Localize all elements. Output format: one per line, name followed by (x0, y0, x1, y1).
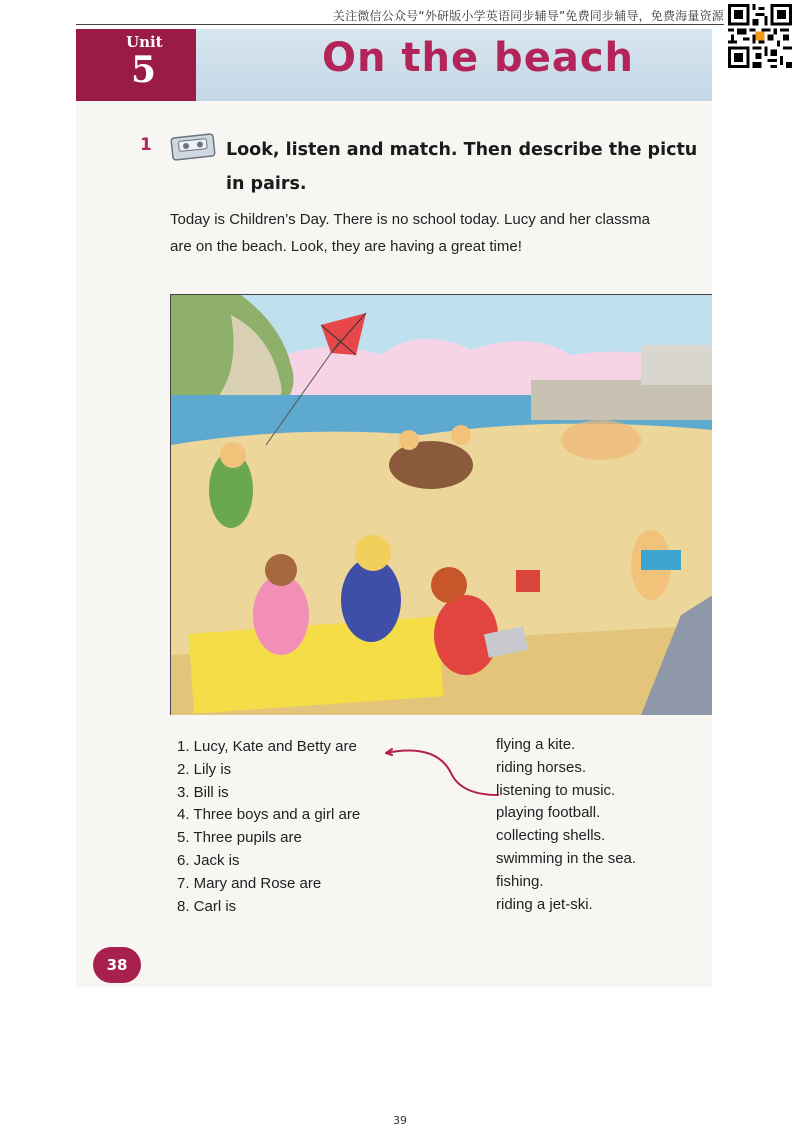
subject-item: 5. Three pupils are (177, 829, 302, 847)
beach-illustration (170, 294, 712, 715)
unit-number: 5 (131, 49, 157, 91)
top-header (0, 0, 800, 24)
unit-box (76, 29, 196, 101)
header-notice: 关注微信公众号“外研版小学英语同步辅导”免费同步辅导，免费海量资源 (332, 9, 724, 23)
subject-item: 7. Mary and Rose are (177, 874, 322, 892)
subject-item: 3. Bill is (177, 783, 229, 801)
activity-item: playing football. (496, 804, 601, 822)
unit-title: On the beach (322, 35, 634, 81)
activity-item: listening to music. (496, 781, 616, 799)
exercise-instruction: Look, listen and match. Then describe the pictu in pairs. (226, 140, 698, 194)
match-line (376, 745, 506, 805)
activity-item: collecting shells. (496, 827, 606, 845)
cassette-icon (170, 131, 216, 161)
textbook-page (76, 29, 712, 987)
footer-page-number: 39 (393, 1114, 407, 1127)
intro-text: Today is Children’s Day. There is no school today. Lucy and her classma are on the beach. Look, they are having a great time! (170, 211, 650, 255)
activity-item: riding horses. (496, 758, 587, 776)
activity-item: swimming in the sea. (496, 849, 637, 867)
subject-item: 4. Three boys and a girl are (177, 806, 361, 824)
header-rule (76, 24, 724, 25)
qr-code-icon (728, 4, 792, 68)
activities-list (496, 736, 712, 918)
subject-item: 1. Lucy, Kate and Betty are (177, 738, 357, 755)
exercise-number: 1 (140, 135, 152, 155)
unit-label: Unit (126, 33, 163, 51)
subject-item: 2. Lily is (177, 760, 232, 778)
activity-item: flying a kite. (496, 736, 576, 753)
activity-item: riding a jet-ski. (496, 895, 593, 913)
page-number-badge: 38 (93, 947, 141, 983)
activity-item: fishing. (496, 872, 544, 890)
subject-item: 8. Carl is (177, 897, 237, 915)
subject-item: 6. Jack is (177, 851, 240, 869)
